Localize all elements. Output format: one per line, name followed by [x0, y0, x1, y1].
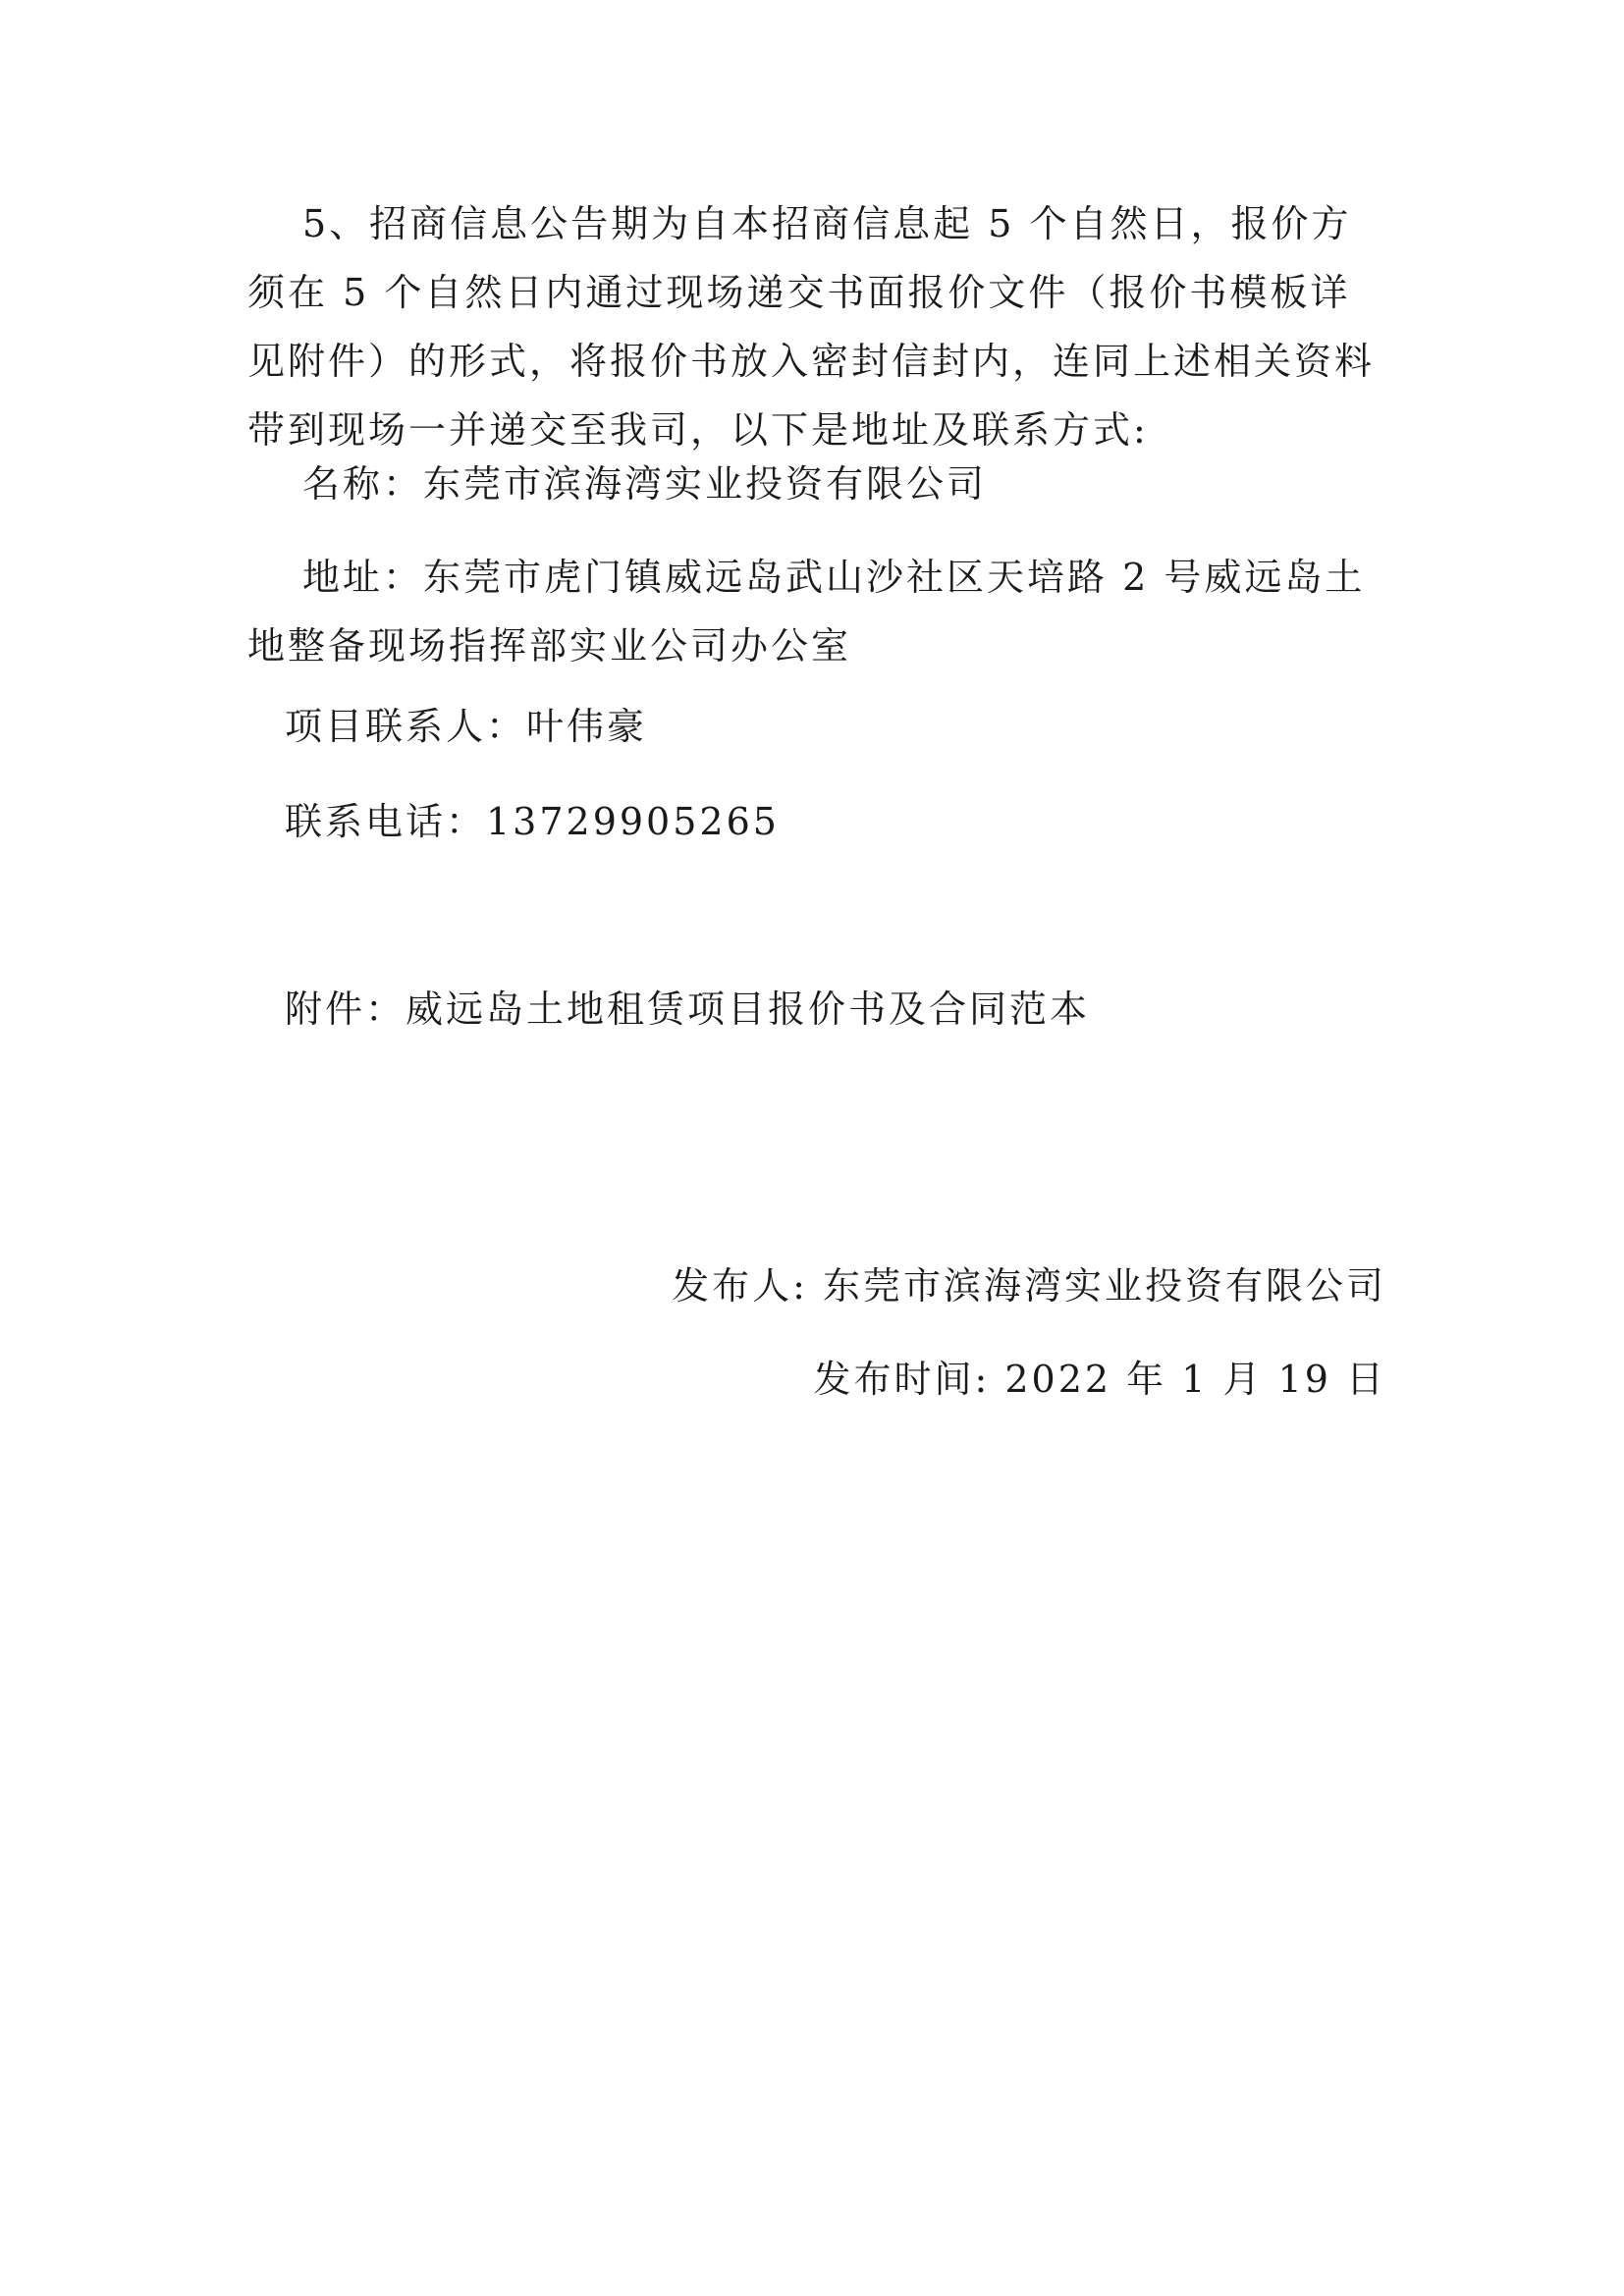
contact-person-line: 项目联系人：叶伟豪	[285, 705, 648, 748]
issue-date-line: 发布时间: 2022 年 1 月 19 日	[813, 1358, 1386, 1401]
issuer-line: 发布人: 东莞市滨海湾实业投资有限公司	[672, 1264, 1386, 1308]
company-name-line: 名称：东莞市滨海湾实业投资有限公司	[302, 462, 988, 506]
attachment-line: 附件：威远岛土地租赁项目报价书及合同范本	[285, 988, 1091, 1031]
phone-line: 联系电话：13729905265	[285, 800, 780, 843]
address-line: 地址：东莞市虎门镇威远岛武山沙社区天培路 2 号威远岛土地整备现场指挥部实业公司办公室	[247, 556, 1366, 667]
notice-paragraph: 5、招商信息公告期为自本招商信息起 5 个自然日，报价方须在 5 个自然日内通过现场递交书面报价文件（报价书模板详见附件）的形式，将报价书放入密封信封内，连同上述相关资料带到现场一并递交至我司，以下是地址及联系方式:	[247, 202, 1376, 452]
